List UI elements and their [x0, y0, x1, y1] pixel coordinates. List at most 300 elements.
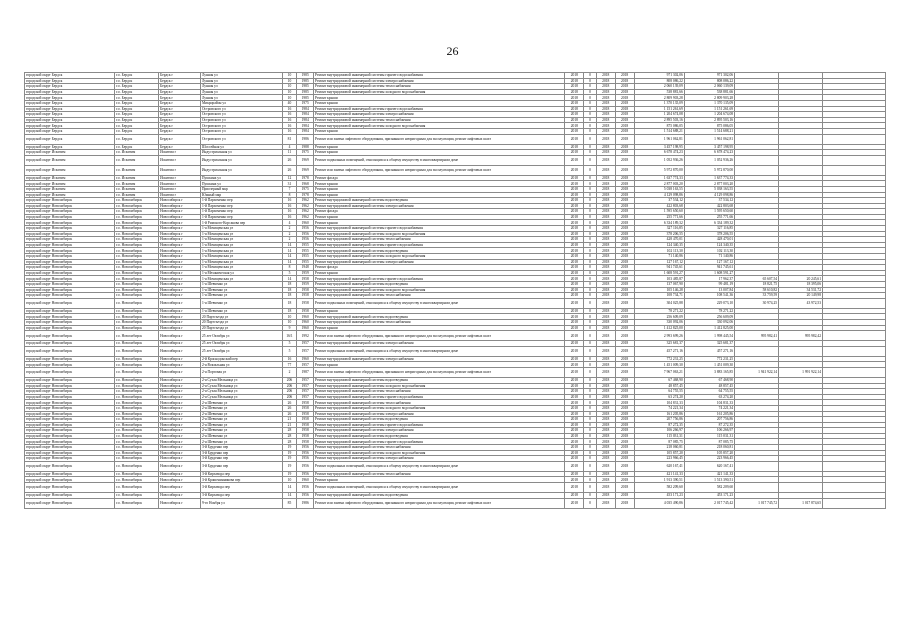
table-cell: 2018 — [565, 314, 584, 320]
table-cell: городской округ Новосибирск — [25, 498, 115, 508]
table-cell: городской округ Бердск — [25, 144, 115, 150]
table-cell: 304 025,88 — [634, 298, 684, 308]
table-cell: Новосибирск г — [159, 422, 201, 428]
table-cell: Ремонт внутридомовой инженерной системы теплоснабжения — [314, 445, 565, 451]
table-cell: г.о. Новосибирск — [115, 265, 159, 271]
table-cell: Ремонт внутридомовой инженерной системы водоотведения — [314, 377, 565, 383]
table-cell: городской округ Новосибирск — [25, 400, 115, 406]
table-cell: 2018 — [596, 254, 615, 260]
table-cell: Ремонт подвальных помещений, относящихся к общему имуществу в многоквартирном доме — [314, 461, 565, 471]
table-cell: 2018 — [596, 498, 615, 508]
table-cell: Индустриальная ул — [200, 155, 282, 165]
table-cell: 0 — [584, 319, 597, 325]
table-cell: 81 — [282, 134, 297, 144]
table-cell: Новосибирск г — [159, 314, 201, 320]
table-cell: 2-я Шевченко ул — [200, 439, 282, 445]
table-cell: 2018 — [565, 483, 584, 493]
table-cell: Новосибирск г — [159, 248, 201, 254]
table-cell: Новосибирск г — [159, 237, 201, 243]
table-cell: 2018 — [565, 308, 584, 314]
table-cell: 63 274,20 — [684, 394, 734, 400]
table-cell: 1 595 650,60 — [684, 209, 734, 215]
table-cell: 2018 — [615, 356, 634, 362]
table-cell: 67 468,90 — [684, 377, 734, 383]
table-cell — [779, 134, 823, 144]
table-cell: 6 678 474,23 — [684, 150, 734, 156]
table-cell: 87 085,75 — [684, 439, 734, 445]
table-cell: 1959 — [297, 282, 314, 288]
table-cell: 2018 — [596, 112, 615, 118]
table-cell: 28 — [282, 428, 297, 434]
table-cell: 207 756,86 — [634, 417, 684, 423]
table-cell: г.о. Новосибирск — [115, 356, 159, 362]
table-cell: 2018 — [596, 450, 615, 456]
table-cell: 2018 — [615, 346, 634, 356]
table-cell: 2018 — [615, 287, 634, 293]
table-cell: 3-й Крашенинникова пер — [200, 477, 282, 483]
table-cell: г.о. Бердск — [115, 84, 159, 90]
table-cell: 1958 — [297, 428, 314, 434]
table-cell: 64 755,55 — [684, 389, 734, 395]
table-cell: 0 — [584, 78, 597, 84]
table-cell: г.о. Бердск — [115, 123, 159, 129]
table-cell: городской округ Бердск — [25, 100, 115, 106]
table-cell: 0 — [584, 242, 597, 248]
table-cell: 1957 — [297, 377, 314, 383]
table-cell: 0 — [584, 144, 597, 150]
table-cell: 0 — [584, 493, 597, 499]
table-cell: 77 — [282, 362, 297, 368]
table-cell: 2018 — [615, 134, 634, 144]
table-cell: 4 — [282, 220, 297, 226]
table-cell: 0 — [584, 456, 597, 462]
table-cell: 14 — [282, 254, 297, 260]
table-cell: 1958 — [297, 417, 314, 423]
table-cell: 2018 — [615, 254, 634, 260]
table-cell: 0 — [584, 89, 597, 95]
table-row — [25, 165, 886, 175]
table-cell: 1 961 062,81 — [684, 134, 734, 144]
table-cell: 2018 — [565, 242, 584, 248]
table-cell: 25 лет Октября ул — [200, 346, 282, 356]
table-cell: 0 — [584, 214, 597, 220]
table-cell: 9-го Ноября ул — [200, 498, 282, 508]
table-cell: 0 — [584, 341, 597, 347]
table-cell — [823, 461, 886, 471]
table-cell: 2-я Сухая Мельница ул — [200, 377, 282, 383]
table-cell: городской округ Бердск — [25, 117, 115, 123]
table-cell: Новосибирск г — [159, 254, 201, 260]
table-cell: 2018 — [565, 325, 584, 331]
table-cell: 2018 — [615, 461, 634, 471]
table-cell: 20 Партсъезда ул — [200, 314, 282, 320]
table-cell: 3-й Кирзавода пер — [200, 483, 282, 493]
table-cell: городской округ Новосибирск — [25, 439, 115, 445]
table-cell: Ремонт внутридомовой инженерной системы теплоснабжения — [314, 237, 565, 243]
table-cell: городской округ Бердск — [25, 89, 115, 95]
table-cell: Ремонт подвальных помещений, относящихся к общему имуществу в многоквартирном доме — [314, 346, 565, 356]
table-cell: 2018 — [596, 383, 615, 389]
table-cell: 2018 — [615, 383, 634, 389]
table-cell: 2018 — [565, 78, 584, 84]
table-cell: г.о. Новосибирск — [115, 270, 159, 276]
table-cell: Бердск г — [159, 78, 201, 84]
table-cell: г.о. Новосибирск — [115, 293, 159, 299]
table-cell: 1957 — [297, 383, 314, 389]
table-cell: г.о. Новосибирск — [115, 298, 159, 308]
table-cell: городской округ Искитим — [25, 165, 115, 175]
table-cell: г.о. Новосибирск — [115, 477, 159, 483]
table-cell: 2018 — [565, 155, 584, 165]
table-cell: 19 — [282, 456, 297, 462]
table-cell: 2018 — [565, 144, 584, 150]
table-cell: 1 941 922,14 — [735, 367, 779, 377]
table-cell: Ремонт внутридомовой инженерной системы горячего водоснабжения — [314, 73, 565, 79]
table-cell: г.о. Новосибирск — [115, 439, 159, 445]
table-cell: 2018 — [596, 325, 615, 331]
table-cell: 9 — [282, 325, 297, 331]
table-cell: 2018 — [565, 259, 584, 265]
table-cell: 0 — [584, 428, 597, 434]
table-cell: 16 — [282, 123, 297, 129]
table-cell: 2018 — [565, 411, 584, 417]
table-cell: г.о. Новосибирск — [115, 471, 159, 477]
table-cell: г.о. Новосибирск — [115, 417, 159, 423]
table-cell: Ремонт внутридомовой инженерной системы горячего водоснабжения — [314, 242, 565, 248]
table-cell: Ремонт подвальных помещений, относящихся к общему имуществу в многоквартирном доме — [314, 155, 565, 165]
table-cell: Искитим г — [159, 150, 201, 156]
table-cell: Искитим г — [159, 186, 201, 192]
table-cell: Бердск г — [159, 89, 201, 95]
table-cell: Новосибирск г — [159, 220, 201, 226]
table-cell: 16 — [282, 128, 297, 134]
table-cell: Ремонт или замена лифтового оборудования, признанного непригодным для эксплуатации, ремонт лифтовых шахт — [314, 367, 565, 377]
table-cell: 67 468,90 — [634, 377, 684, 383]
table-cell: 0 — [584, 112, 597, 118]
table-cell: 1985 — [297, 89, 314, 95]
table-cell: 28 — [282, 439, 297, 445]
table-cell: 1 595 650,60 — [634, 209, 684, 215]
table-row — [25, 367, 886, 377]
table-cell: 378 206,55 — [684, 231, 734, 237]
table-cell: городской округ Искитим — [25, 186, 115, 192]
table-cell: городской округ Новосибирск — [25, 254, 115, 260]
table-cell: 325 681,37 — [684, 341, 734, 347]
table-cell: 2018 — [565, 394, 584, 400]
table-cell: 327 116,85 — [684, 226, 734, 232]
table-cell: городской округ Искитим — [25, 192, 115, 198]
table-cell: городской округ Новосибирск — [25, 377, 115, 383]
table-cell: 2018 — [596, 226, 615, 232]
table-cell: 58 610,82 — [735, 287, 779, 293]
table-cell: 2018 — [565, 175, 584, 181]
table-cell: 2018 — [615, 237, 634, 243]
table-cell: 78 271,22 — [684, 308, 734, 314]
table-cell: Ремонт крыши — [314, 325, 565, 331]
table-cell: 1956 — [297, 456, 314, 462]
table-cell: Ремонт подвальных помещений, относящихся к общему имуществу в многоквартирном доме — [314, 298, 565, 308]
table-cell: 2018 — [565, 128, 584, 134]
table-cell: 2018 — [565, 209, 584, 215]
table-cell: 378 206,55 — [634, 231, 684, 237]
table-cell: 2018 — [615, 112, 634, 118]
table-cell: Искитим г — [159, 181, 201, 187]
table-cell: 3 883 165,85 — [684, 367, 734, 377]
table-cell: 772 231,25 — [684, 356, 734, 362]
table-cell: 330 092,06 — [684, 319, 734, 325]
table-cell: г.о. Новосибирск — [115, 433, 159, 439]
table-cell: 2018 — [596, 282, 615, 288]
table-cell: 2018 — [615, 106, 634, 112]
table-cell: городской округ Новосибирск — [25, 298, 115, 308]
table-cell: 2018 — [596, 377, 615, 383]
table-cell: 2018 — [596, 78, 615, 84]
table-cell: г.о. Новосибирск — [115, 209, 159, 215]
table-cell: 453 171,23 — [634, 493, 684, 499]
table-cell: 2018 — [565, 100, 584, 106]
table-cell: 25 лет Октября ул — [200, 341, 282, 347]
table-cell: г.о. Новосибирск — [115, 226, 159, 232]
page-number: 26 — [446, 44, 459, 58]
table-cell: 0 — [584, 389, 597, 395]
table-cell: 223 966,45 — [634, 456, 684, 462]
table-cell: 10 — [282, 95, 297, 101]
table-cell: Ремонт внутридомовой инженерной системы холодного водоснабжения — [314, 254, 565, 260]
table-cell: 2018 — [565, 298, 584, 308]
table-cell: 2018 — [615, 276, 634, 282]
table-cell: 1-я Шевченко ул — [200, 287, 282, 293]
table-cell: городской округ Бердск — [25, 106, 115, 112]
table-cell: городской округ Бердск — [25, 95, 115, 101]
table-cell: 0 — [584, 198, 597, 204]
table-cell: 18 395,06 — [779, 282, 823, 288]
table-cell: 2018 — [596, 242, 615, 248]
table-cell: 2 877 003,20 — [684, 181, 734, 187]
table-cell: Ремонт внутридомовой инженерной системы теплоснабжения — [314, 293, 565, 299]
table-cell: 2018 — [596, 276, 615, 282]
table-cell — [823, 498, 886, 508]
table-cell: 25 лет Октября ул — [200, 331, 282, 341]
table-cell: Ремонт крыши — [314, 270, 565, 276]
table-cell: Новосибирск г — [159, 226, 201, 232]
table-cell: 2018 — [565, 214, 584, 220]
table-cell: Ремонт внутридомовой инженерной системы электроснабжения — [314, 203, 565, 209]
table-cell: 87 272,35 — [684, 422, 734, 428]
table-cell: 19 — [282, 471, 297, 477]
table-cell: 457 271,16 — [684, 346, 734, 356]
table-cell: 14 — [282, 483, 297, 493]
table-cell: 28 — [282, 433, 297, 439]
table-cell: Пушкина ул — [200, 181, 282, 187]
table-cell: 2018 — [615, 362, 634, 368]
table-cell: 2018 — [596, 150, 615, 156]
table-cell: 3-й Кирзавода пер — [200, 471, 282, 477]
table-cell — [735, 346, 779, 356]
table-cell: г.о. Искитим — [115, 155, 159, 165]
table-cell: городской округ Новосибирск — [25, 308, 115, 314]
table-cell: 2018 — [615, 456, 634, 462]
table-cell: 1 998 445,54 — [684, 331, 734, 341]
table-cell: городской округ Бердск — [25, 112, 115, 118]
table-cell: 26 — [282, 155, 297, 165]
table-cell: Ремонт внутридомовой инженерной системы электроснабжения — [314, 341, 565, 347]
table-cell: городской округ Новосибирск — [25, 226, 115, 232]
table-cell: 1-я Мочищенская ул — [200, 242, 282, 248]
table-cell: 2018 — [615, 89, 634, 95]
table-cell: 2018 — [565, 471, 584, 477]
table-cell: г.о. Новосибирск — [115, 231, 159, 237]
table-cell: 1962 — [297, 209, 314, 215]
table-cell: г.о. Бердск — [115, 128, 159, 134]
table-cell: 1992 — [297, 331, 314, 341]
table-cell: 161 205,86 — [634, 411, 684, 417]
table-cell: Ремонт внутридомовой инженерной системы электроснабжения — [314, 78, 565, 84]
table-cell: 2 — [282, 226, 297, 232]
table-cell: Новосибирск г — [159, 308, 201, 314]
table-cell: 2018 — [596, 341, 615, 347]
table-cell: 2018 — [596, 175, 615, 181]
table-cell: Новосибирск г — [159, 405, 201, 411]
table-cell: городской округ Бердск — [25, 84, 115, 90]
table-cell — [735, 155, 779, 165]
table-cell: 0 — [584, 276, 597, 282]
table-cell: 20 Партсъезда ул — [200, 325, 282, 331]
table-cell: 3-й Кирзавода пер — [200, 493, 282, 499]
table-cell: 103 485,87 — [634, 276, 684, 282]
table-cell: 2018 — [615, 314, 634, 320]
table-row — [25, 298, 886, 308]
table-cell: 1955 — [297, 242, 314, 248]
table-cell: Ремонт внутридомовой инженерной системы электроснабжения — [314, 259, 565, 265]
table-cell: 2018 — [596, 128, 615, 134]
table-cell: 1984 — [297, 112, 314, 118]
table-cell: Ремонт внутридомовой инженерной системы холодного водоснабжения — [314, 383, 565, 389]
table-cell: 772 231,25 — [634, 356, 684, 362]
table-cell: 2018 — [615, 282, 634, 288]
table-cell: 1 151 261,69 — [684, 106, 734, 112]
table-cell: 1987 — [297, 367, 314, 377]
table-cell: Ремонт крыши — [314, 308, 565, 314]
table-cell: 105 857,20 — [684, 450, 734, 456]
table-cell: городской округ Новосибирск — [25, 314, 115, 320]
table-cell: 422 803,68 — [684, 203, 734, 209]
table-cell: Ремонт внутридомовой инженерной системы электроснабжения — [314, 456, 565, 462]
table-cell: Новосибирск г — [159, 282, 201, 288]
table-cell: 10 — [282, 477, 297, 483]
table-cell: городской округ Новосибирск — [25, 411, 115, 417]
table-cell: 428 470,01 — [684, 237, 734, 243]
table-cell: 2018 — [615, 150, 634, 156]
table-cell: 223 966,45 — [684, 456, 734, 462]
table-cell: 256 609,09 — [634, 314, 684, 320]
table-cell: 40 — [282, 100, 297, 106]
table-cell: г.о. Новосибирск — [115, 456, 159, 462]
table-cell: Ремонт внутридомовой инженерной системы горячего водоснабжения — [314, 394, 565, 400]
table-cell: 0 — [584, 117, 597, 123]
table-cell: городской округ Новосибирск — [25, 493, 115, 499]
table-cell: 538 881,66 — [634, 89, 684, 95]
table-cell: 2018 — [615, 78, 634, 84]
table-cell: 3-й Бурденко пер — [200, 450, 282, 456]
table-cell: 971 302,06 — [634, 73, 684, 79]
table-cell: 256 609,09 — [684, 314, 734, 320]
table-cell: 1986 — [297, 498, 314, 508]
table-cell: 0 — [584, 445, 597, 451]
table-cell: 0 — [584, 220, 597, 226]
table-cell: г.о. Новосибирск — [115, 308, 159, 314]
table-cell: 2018 — [596, 477, 615, 483]
table-cell: 1958 — [297, 276, 314, 282]
table-cell: 2018 — [596, 422, 615, 428]
table-cell: городской округ Новосибирск — [25, 242, 115, 248]
table-cell: Лунная ул — [200, 84, 282, 90]
table-cell: 1956 — [297, 493, 314, 499]
table-cell: Ремонт внутридомовой инженерной системы теплоснабжения — [314, 471, 565, 477]
table-cell: Ремонт внутридомовой инженерной системы водоотведения — [314, 493, 565, 499]
table-cell: Ремонт или замена лифтового оборудования, признанного непригодным для эксплуатации, ремонт лифтовых шахт — [314, 331, 565, 341]
table-cell: 18 — [282, 293, 297, 299]
table-cell: 2018 — [565, 282, 584, 288]
table-cell: 2018 — [565, 445, 584, 451]
table-cell: 115 031,31 — [684, 433, 734, 439]
table-cell: 0 — [584, 325, 597, 331]
table-cell: 2018 — [615, 498, 634, 508]
table-cell: 2018 — [615, 471, 634, 477]
table-cell: г.о. Новосибирск — [115, 411, 159, 417]
table-cell: 1959 — [297, 270, 314, 276]
table-cell: 2018 — [615, 428, 634, 434]
table-row — [25, 346, 886, 356]
table-cell: 7 967 063,21 — [634, 367, 684, 377]
table-cell: Островского ул — [200, 134, 282, 144]
table-cell: г.о. Искитим — [115, 192, 159, 198]
table-cell: городской округ Новосибирск — [25, 422, 115, 428]
table-cell: г.о. Искитим — [115, 186, 159, 192]
table-cell: 1-й Пархоменко пер — [200, 198, 282, 204]
table-cell: 2018 — [565, 203, 584, 209]
table-cell: Ремонт внутридомовой инженерной системы горячего водоснабжения — [314, 276, 565, 282]
table-cell: 2018 — [596, 95, 615, 101]
table-cell: 2018 — [615, 100, 634, 106]
table-cell: 2018 — [615, 341, 634, 347]
table-cell: 102 113,30 — [634, 248, 684, 254]
table-cell: 421 141,33 — [684, 471, 734, 477]
table-cell: 2018 — [565, 356, 584, 362]
table-cell: 1-й Пархоменко пер — [200, 209, 282, 215]
table-cell: 0 — [584, 287, 597, 293]
table-cell: 0 — [584, 248, 597, 254]
table-cell: 2018 — [565, 400, 584, 406]
table-cell: 14 — [282, 259, 297, 265]
table-cell: 1-я Мочищенская ул — [200, 237, 282, 243]
table-cell: 2018 — [615, 198, 634, 204]
table-cell: Ремонт внутридомовой инженерной системы водоотведения — [314, 282, 565, 288]
table-cell: 2018 — [596, 394, 615, 400]
table-cell: Лунная ул — [200, 89, 282, 95]
table-cell: 10 — [282, 89, 297, 95]
table-cell: Ремонт крыши — [314, 477, 565, 483]
table-cell: 206 — [282, 377, 297, 383]
table-cell: Новосибирск г — [159, 331, 201, 341]
table-cell: 14 — [282, 248, 297, 254]
table-cell: 48 857,45 — [634, 383, 684, 389]
table-row — [25, 498, 886, 508]
table-cell: 995 982,41 — [735, 331, 779, 341]
table-cell: 2018 — [615, 367, 634, 377]
table-cell: 0 — [584, 394, 597, 400]
table-cell: 1 991 922,14 — [779, 367, 823, 377]
table-cell: Бердск г — [159, 95, 201, 101]
